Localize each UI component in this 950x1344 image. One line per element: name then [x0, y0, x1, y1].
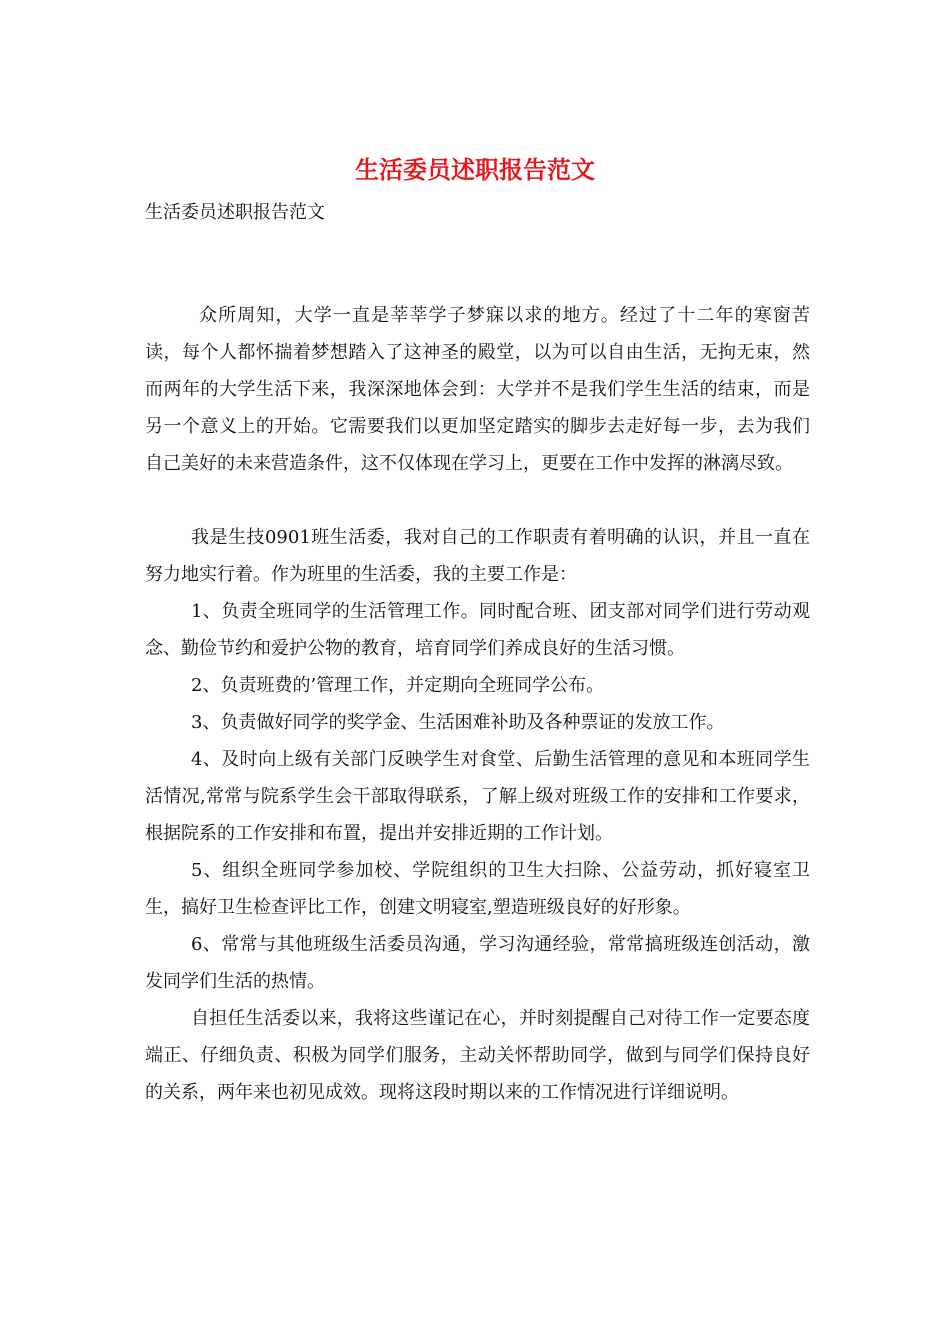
duty-item-5: 5、组织全班同学参加校、学院组织的卫生大扫除、公益劳动，抓好寝室卫生，搞好卫生检查评比工作，创建文明寝室,塑造班级良好的好形象。 — [145, 860, 810, 918]
document-subtitle: 生活委员述职报告范文 — [145, 202, 325, 223]
paragraph-summary: 自担任生活委以来，我将这些谨记在心，并时刻提醒自己对待工作一定要态度端正、仔细负责、积极为同学们服务，主动关怀帮助同学，做到与同学们保持良好的关系，两年来也初见成效。现将这段时期以来的工作情况进行详细说明。 — [145, 1008, 810, 1103]
duty-item-2: 2、负责班费的’管理工作，并定期向全班同学公布。 — [191, 675, 605, 696]
paragraph-intro: 众所周知，大学一直是莘莘学子梦寐以求的地方。经过了十二年的寒窗苦读，每个人都怀揣着梦想踏入了这神圣的殿堂，以为可以自由生活，无拘无束，然而两年的大学生活下来，我深深地体会到：大学并不是我们学生生活的结束，而是另一个意义上的开始。它需要我们以更加坚定踏实的脚步去走好每一步，去为我们自己美好的未来营造条件，这不仅体现在学习上，更要在工作中发挥的淋漓尽致。 — [145, 305, 810, 474]
duty-item-6: 6、常常与其他班级生活委员沟通，学习沟通经验，常常搞班级连创活动，激发同学们生活的热情。 — [145, 934, 810, 992]
duty-item-4: 4、及时向上级有关部门反映学生对食堂、后勤生活管理的意见和本班同学生活情况,常常与院系学生会干部取得联系，了解上级对班级工作的安排和工作要求，根据院系的工作安排和布置，提出并安排近期的工作计划。 — [145, 749, 810, 844]
document-title: 生活委员述职报告范文 — [355, 155, 595, 184]
duty-item-3: 3、负责做好同学的奖学金、生活困难补助及各种票证的发放工作。 — [191, 712, 725, 733]
duty-item-1: 1、负责全班同学的生活管理工作。同时配合班、团支部对同学们进行劳动观念、勤俭节约和爱护公物的教育，培育同学们养成良好的生活习惯。 — [145, 601, 810, 659]
paragraph-role: 我是生技0901班生活委，我对自己的工作职责有着明确的认识，并且一直在努力地实行着。作为班里的生活委，我的主要工作是： — [145, 527, 810, 585]
document-body — [145, 297, 810, 1111]
